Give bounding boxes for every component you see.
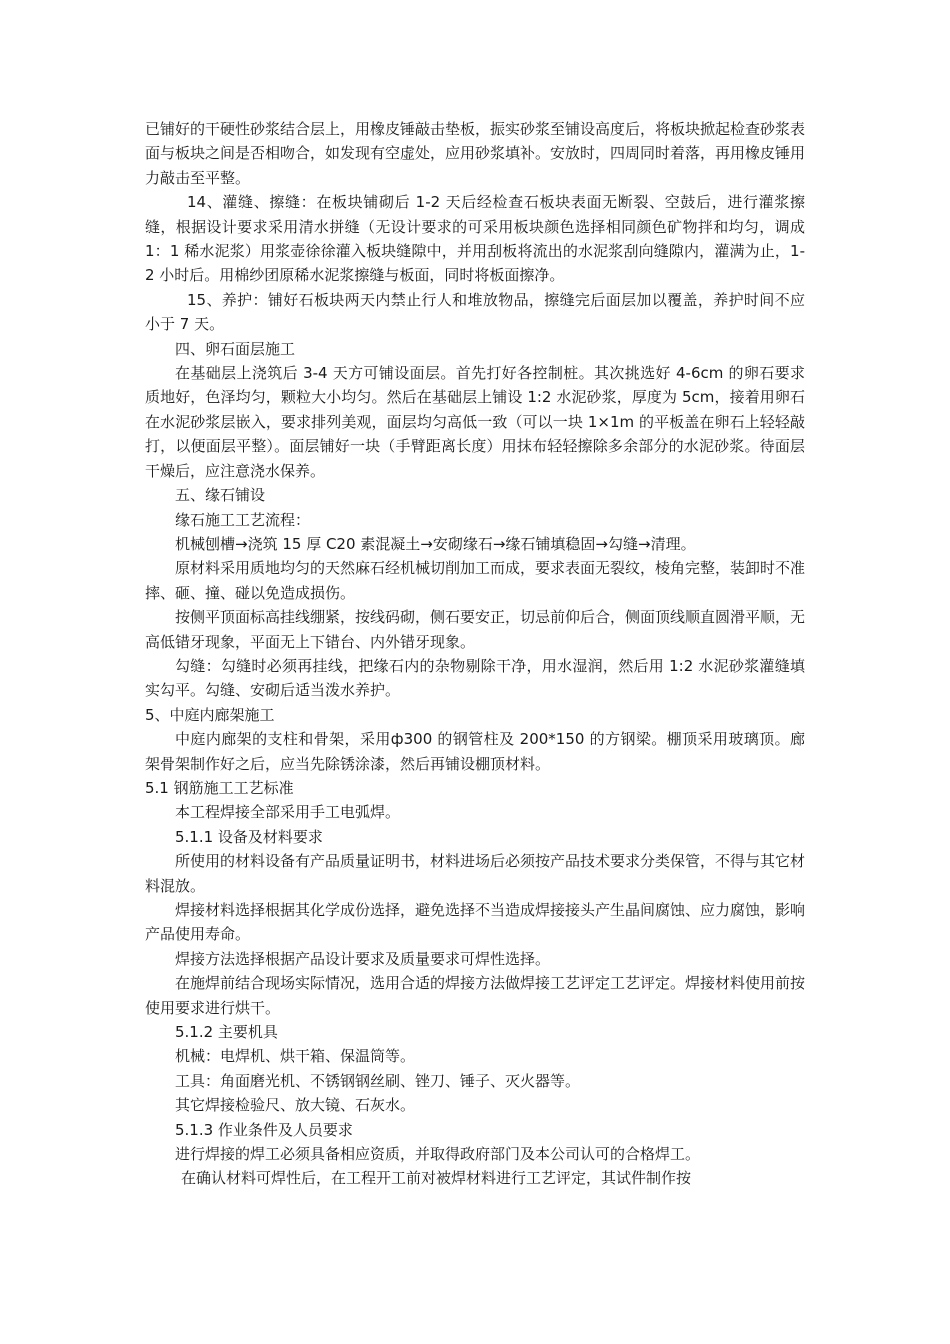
paragraph: 14、灌缝、擦缝：在板块铺砌后 1-2 天后经检查石板块表面无断裂、空鼓后，进行灌浆擦缝，根据设计要求采用清水拼缝（无设计要求的可采用板块颜色选择相同颜色矿物拌和均匀，调成 1：1 稀水泥浆）用浆壶徐徐灌入板块缝隙中，并用刮板将流出的水泥浆刮向缝隙内，灌满为止，1-2 小时后。用棉纱团原稀水泥浆擦缝与板面，同时将板面擦净。 [145, 193, 805, 285]
paragraph: 缘石施工工艺流程： [175, 510, 311, 529]
paragraph: 进行焊接的焊工必须具备相应资质，并取得政府部门及本公司认可的合格焊工。 [175, 1145, 701, 1164]
section-heading: 5、中庭内廊架施工 [145, 705, 275, 724]
paragraph: 在施焊前结合现场实际情况，选用合适的焊接方法做焊接工艺评定工艺评定。焊接材料使用前按使用要求进行烘干。 [145, 974, 806, 1017]
paragraph: 其它焊接检验尺、放大镜、石灰水。 [175, 1096, 416, 1115]
paragraph: 在基础层上浇筑后 3-4 天方可铺设面层。首先打好各控制桩。其次挑选好 4-6cm 的卵石要求质地好，色泽均匀，颗粒大小均匀。然后在基础层上铺设 1:2 水泥砂浆，厚度为 5cm，接着用卵石在水泥砂浆层嵌入，要求排列美观，面层均匀高低一致（可以一块 1×1m 的平板盖在卵石上轻轻敲打，以便面层平整）。面层铺好一块（手臂距离长度）用抹布轻轻擦除多余部分的水泥砂浆。待面层干燥后，应注意浇水保养。 [145, 364, 805, 480]
paragraph: 工具：角面磨光机、不锈钢钢丝刷、锉刀、锤子、灭火器等。 [175, 1071, 581, 1090]
paragraph: 勾缝：勾缝时必须再挂线，把缘石内的杂物剔除干净，用水湿润，然后用 1:2 水泥砂浆灌缝填实勾平。勾缝、安砌后适当泼水养护。 [145, 656, 805, 700]
paragraph: 焊接材料选择根据其化学成份选择，避免选择不当造成焊接接头产生晶间腐蚀、应力腐蚀，影响产品使用寿命。 [145, 901, 806, 944]
paragraph: 在确认材料可焊性后，在工程开工前对被焊材料进行工艺评定，其试件制作按 [181, 1169, 692, 1188]
paragraph: 15、养护：铺好石板块两天内禁止行人和堆放物品，擦缝完后面层加以覆盖，养护时间不应小于 7 天。 [145, 290, 805, 334]
paragraph: 原材料采用质地均匀的天然麻石经机械切削加工而成，要求表面无裂纹，棱角完整，装卸时不准摔、砸、撞、碰以免造成损伤。 [145, 559, 806, 602]
subsection-heading: 5.1.1 设备及材料要求 [175, 827, 323, 846]
paragraph: 机械刨槽→浇筑 15 厚 C20 素混凝土→安砌缘石→缘石铺填稳固→勾缝→清理。 [175, 534, 696, 553]
section-heading: 五、缘石铺设 [175, 486, 266, 505]
section-heading: 5.1 钢筋施工工艺标准 [145, 778, 294, 797]
paragraph: 焊接方法选择根据产品设计要求及质量要求可焊性选择。 [175, 949, 551, 968]
paragraph: 已铺好的干硬性砂浆结合层上，用橡皮锤敲击垫板，振实砂浆至铺设高度后，将板块掀起检查砂浆表面与板块之间是否相吻合，如发现有空虚处，应用砂浆填补。安放时，四周同时着落，再用橡皮锤用力敲击至平整。 [145, 120, 806, 187]
subsection-heading: 5.1.3 作业条件及人员要求 [175, 1120, 353, 1139]
paragraph: 本工程焊接全部采用手工电弧焊。 [175, 803, 401, 822]
document-body [145, 117, 805, 1191]
paragraph: 按侧平顶面标高挂线绷紧，按线码砌，侧石要安正，切忌前仰后合，侧面顶线顺直圆滑平顺，无高低错牙现象，平面无上下错台、内外错牙现象。 [145, 608, 806, 651]
paragraph: 中庭内廊架的支柱和骨架，采用ф300 的钢管柱及 200*150 的方钢梁。棚顶采用玻璃顶。廊架骨架制作好之后，应当先除锈涂漆，然后再铺设棚顶材料。 [145, 730, 805, 773]
paragraph: 机械：电焊机、烘干箱、保温筒等。 [175, 1047, 416, 1066]
section-heading: 四、卵石面层施工 [175, 339, 296, 358]
paragraph: 所使用的材料设备有产品质量证明书，材料进场后必须按产品技术要求分类保管，不得与其它材料混放。 [145, 852, 806, 895]
subsection-heading: 5.1.2 主要机具 [175, 1023, 278, 1042]
